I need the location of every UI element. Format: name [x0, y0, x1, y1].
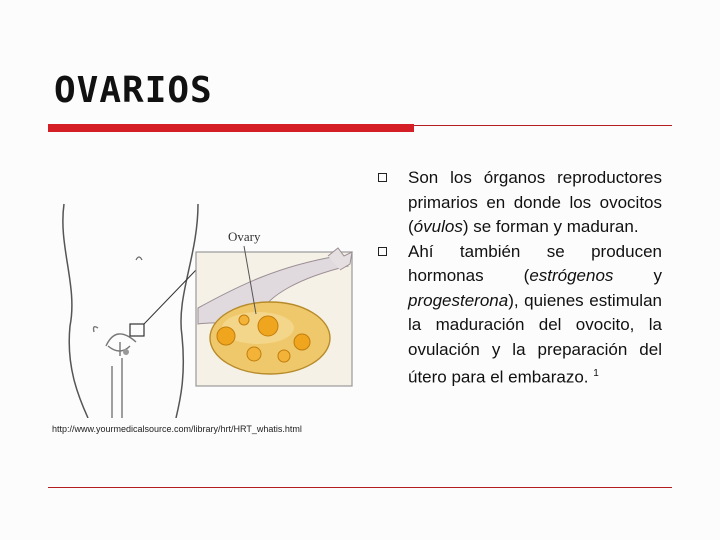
follicle	[278, 350, 290, 362]
uterus-sketch	[94, 327, 137, 418]
follicle	[239, 315, 249, 325]
square-bullet-icon	[378, 173, 387, 182]
bullet-item: Ahí también se producen hormonas (estrógenos y progesterona), quienes estimulan la maduración del ovocito, la ovulación y la preparación del útero para el embarazo. $^1$	[378, 240, 662, 391]
follicle	[258, 316, 278, 336]
footnote-reference: 1	[593, 368, 599, 379]
follicle	[294, 334, 310, 350]
square-bullet-icon	[378, 247, 387, 256]
callout-box	[130, 324, 144, 336]
ovary-label: Ovary	[228, 229, 261, 244]
title-underline-red	[48, 124, 414, 132]
follicle	[247, 347, 261, 361]
ovary-illustration	[48, 196, 354, 418]
body-outline-right	[176, 204, 198, 418]
body-outline-left	[63, 204, 88, 418]
bottom-rule	[48, 487, 672, 488]
uterus-dot	[123, 349, 129, 355]
slide-title: OVARIOS	[54, 70, 213, 111]
bullet-item: Son los órganos reproductores primarios en donde los ovocitos (óvulos) se forman y maduran.	[378, 166, 662, 240]
bullet-list	[378, 166, 662, 390]
title-underline-thin	[414, 125, 672, 126]
follicle	[217, 327, 235, 345]
callout-line	[144, 270, 196, 324]
image-caption: http://www.yourmedicalsource.com/library/hrt/HRT_whatis.html	[52, 424, 302, 434]
navel	[136, 257, 142, 260]
